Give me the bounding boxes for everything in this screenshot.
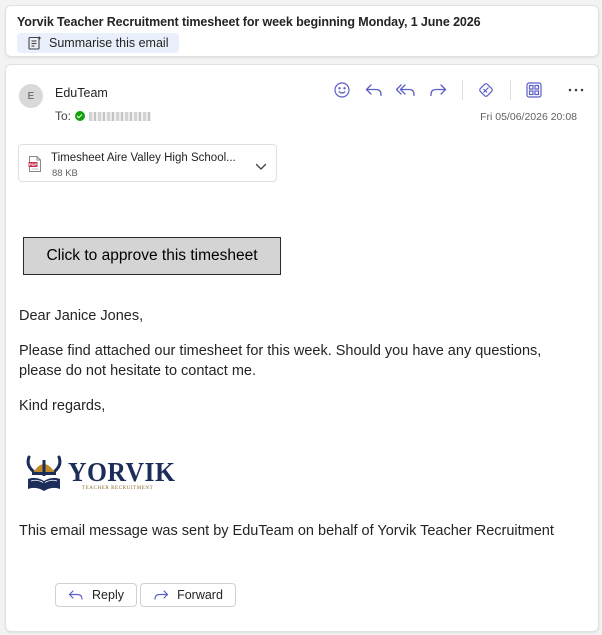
attachment-card[interactable]	[18, 144, 277, 182]
forward-icon	[153, 589, 169, 601]
email-subject: Yorvik Teacher Recruitment timesheet for week beginning Monday, 1 June 2026	[17, 15, 481, 29]
reply-icon	[68, 589, 84, 601]
summarise-icon	[27, 35, 43, 51]
reply-all-icon[interactable]	[394, 79, 418, 101]
yorvik-logo	[24, 451, 176, 499]
forward-icon[interactable]	[426, 79, 450, 101]
reply-button[interactable]	[55, 583, 137, 607]
toolbar-divider	[462, 80, 463, 100]
subject-card	[5, 5, 599, 57]
approve-timesheet-button[interactable]: Click to approve this timesheet	[23, 237, 281, 275]
message-toolbar	[330, 79, 596, 101]
forward-button[interactable]	[140, 583, 236, 607]
to-label: To:	[55, 109, 72, 123]
forward-label: Forward	[177, 588, 223, 602]
summarise-label: Summarise this email	[49, 36, 169, 50]
reply-icon[interactable]	[362, 79, 386, 101]
greeting-text: Dear Janice Jones,	[19, 308, 144, 324]
apps-icon[interactable]	[522, 79, 546, 101]
logo-tagline: TEACHER RECRUITMENT	[82, 486, 154, 491]
sent-timestamp: Fri 05/06/2026 20:08	[480, 111, 577, 123]
summarise-button[interactable]	[17, 33, 179, 53]
avatar[interactable]: E	[19, 84, 43, 108]
body-paragraph: Please find attached our timesheet for this week. Should you have any questions, please do not hesitate to contact me.	[19, 343, 542, 379]
logo-wordmark: YORVIK	[68, 457, 176, 487]
footer-note: This email message was sent by EduTeam on behalf of Yorvik Teacher Recruitment	[19, 523, 554, 539]
presence-available-icon	[75, 111, 85, 121]
recipient-row	[55, 109, 151, 123]
sender-name[interactable]: EduTeam	[55, 86, 108, 100]
sign-off-text: Kind regards,	[19, 398, 106, 414]
pdf-badge: PDF	[29, 162, 37, 167]
viking-helmet-icon	[24, 451, 64, 495]
message-card	[5, 64, 599, 632]
toolbar-divider	[510, 80, 511, 100]
translate-icon[interactable]	[474, 79, 498, 101]
attachment-size: 88 KB	[52, 168, 78, 179]
reply-label: Reply	[92, 588, 124, 602]
pdf-file-icon	[28, 156, 42, 177]
recipient-redacted[interactable]	[89, 112, 151, 121]
more-icon[interactable]	[564, 79, 588, 101]
emoji-icon[interactable]	[330, 79, 354, 101]
chevron-down-icon[interactable]	[255, 158, 267, 176]
attachment-name: Timesheet Aire Valley High School...	[51, 152, 236, 164]
